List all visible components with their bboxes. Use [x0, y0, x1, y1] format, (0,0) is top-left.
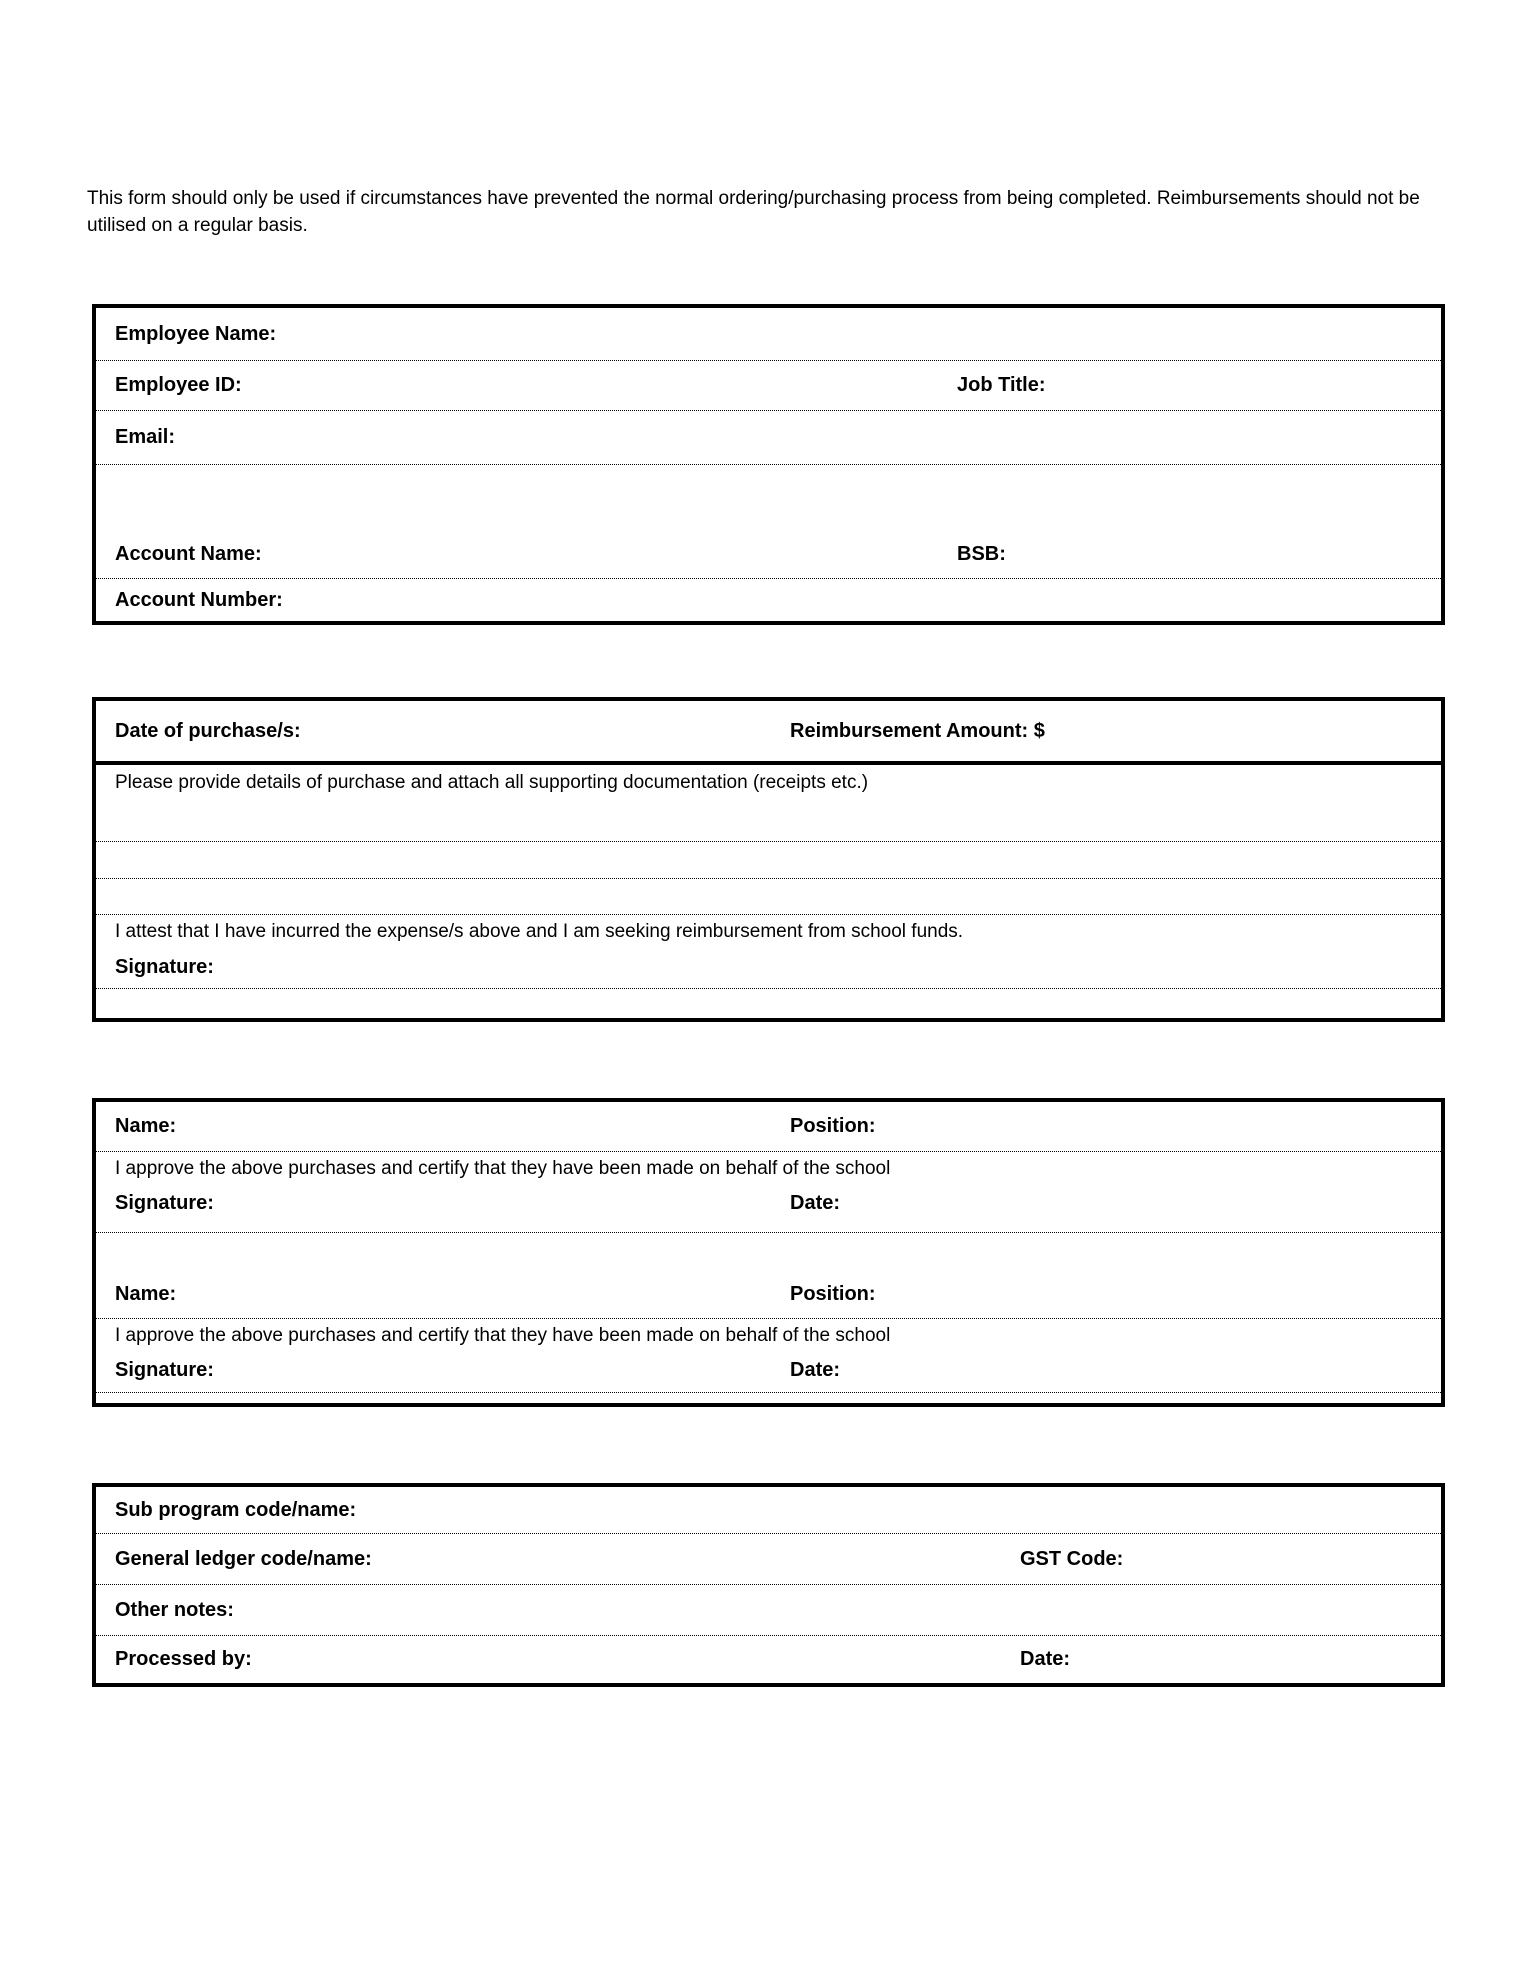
approvals-box	[92, 1098, 1445, 1407]
processed-by-field[interactable]	[252, 1648, 1020, 1671]
approver2-position-label: Position:	[790, 1283, 876, 1305]
date-of-purchase-cell	[115, 720, 790, 743]
reimbursement-amount-field[interactable]	[1045, 720, 1426, 743]
attestation-signature-field[interactable]	[214, 956, 1426, 979]
processed-date-label: Date:	[1020, 1648, 1071, 1670]
signature-blank-line[interactable]	[96, 989, 1441, 1018]
job-title-field[interactable]	[1046, 374, 1426, 397]
employee-id-label: Employee ID:	[115, 374, 242, 396]
approver2-name-label: Name:	[115, 1283, 177, 1305]
approver1-statement: I approve the above purchases and certify that they have been made on behalf of the school	[115, 1158, 891, 1179]
general-ledger-cell	[115, 1548, 1020, 1571]
employee-name-field[interactable]	[276, 308, 1426, 360]
purchase-details-instruction: Please provide details of purchase and attach all supporting documentation (receipts etc.)	[115, 772, 869, 793]
account-number-label: Account Number:	[115, 588, 283, 611]
approver1-date-field[interactable]	[840, 1192, 1426, 1215]
approver2-name-cell	[115, 1283, 790, 1306]
approver1-position-label: Position:	[790, 1115, 876, 1137]
bsb-label: BSB:	[957, 543, 1006, 565]
general-ledger-label: General ledger code/name:	[115, 1547, 372, 1570]
approver2-signature-cell	[115, 1359, 790, 1382]
sub-program-field[interactable]	[356, 1487, 1426, 1533]
row-purchase-header	[96, 701, 1441, 765]
row-approver2-name-position	[96, 1233, 1441, 1319]
approver2-date-cell	[790, 1359, 1426, 1382]
gst-code-cell	[1020, 1548, 1426, 1571]
job-title-cell	[957, 374, 1426, 397]
row-employee-id-job-title	[96, 361, 1441, 411]
attestation-text: I attest that I have incurred the expense/s above and I am seeking reimbursement from school funds.	[115, 921, 964, 942]
approvals-bottom-spacer	[96, 1393, 1441, 1403]
approver1-position-cell	[790, 1115, 1426, 1138]
approver2-signature-label: Signature:	[115, 1359, 214, 1381]
row-account-number	[96, 579, 1441, 621]
date-of-purchase-label: Date of purchase/s:	[115, 719, 301, 742]
account-name-field[interactable]	[262, 543, 957, 566]
gst-code-field[interactable]	[1123, 1548, 1426, 1571]
date-of-purchase-field[interactable]	[301, 720, 790, 743]
reimbursement-amount-label: Reimbursement Amount: $	[790, 719, 1045, 742]
processed-by-label: Processed by:	[115, 1648, 252, 1670]
office-use-box	[92, 1483, 1445, 1687]
account-number-field[interactable]	[283, 579, 1426, 621]
bsb-field[interactable]	[1006, 543, 1426, 566]
employee-name-label: Employee Name:	[115, 322, 277, 345]
approver1-name-cell	[115, 1115, 790, 1138]
approver1-signature-field[interactable]	[214, 1192, 790, 1215]
row-email	[96, 411, 1441, 465]
approver1-signature-cell	[115, 1192, 790, 1215]
approver1-signature-label: Signature:	[115, 1192, 214, 1214]
approver2-name-field[interactable]	[176, 1283, 790, 1306]
approver1-position-field[interactable]	[876, 1115, 1426, 1138]
employee-details-box	[92, 304, 1445, 625]
gst-code-label: GST Code:	[1020, 1547, 1124, 1570]
attestation-signature-label: Signature:	[115, 956, 214, 978]
employee-id-field[interactable]	[242, 374, 957, 397]
approver1-name-label: Name:	[115, 1115, 177, 1137]
approver2-position-cell	[790, 1283, 1426, 1306]
email-field[interactable]	[175, 411, 1426, 464]
account-name-cell	[115, 543, 957, 566]
processed-by-cell	[115, 1648, 1020, 1671]
intro-text: This form should only be used if circumstances have prevented the normal ordering/purchasing process from being completed. Reimbursements should not be utilised on a regular basis.	[87, 188, 1420, 236]
approver1-date-cell	[790, 1192, 1426, 1215]
row-other-notes	[96, 1585, 1441, 1636]
approver2-date-label: Date:	[790, 1359, 841, 1381]
processed-date-field[interactable]	[1070, 1648, 1426, 1671]
approver2-position-field[interactable]	[876, 1283, 1426, 1306]
other-notes-field[interactable]	[234, 1585, 1426, 1635]
job-title-label: Job Title:	[957, 374, 1046, 396]
approver1-name-field[interactable]	[176, 1115, 790, 1138]
approver2-statement: I approve the above purchases and certify that they have been made on behalf of the school	[115, 1325, 891, 1346]
row-approver1-name-position	[96, 1102, 1441, 1152]
purchase-details-box	[92, 697, 1445, 1022]
row-general-ledger-gst	[96, 1534, 1441, 1585]
sub-program-label: Sub program code/name:	[115, 1498, 357, 1521]
approver1-date-label: Date:	[790, 1192, 841, 1214]
row-account-name-bsb	[96, 465, 1441, 579]
approver2-date-field[interactable]	[840, 1359, 1426, 1382]
approver2-signature-field[interactable]	[214, 1359, 790, 1382]
employee-id-cell	[115, 374, 957, 397]
account-name-label: Account Name:	[115, 543, 262, 565]
other-notes-label: Other notes:	[115, 1598, 234, 1621]
email-label: Email:	[115, 426, 176, 448]
row-approver2-statement-signature	[96, 1319, 1441, 1393]
purchase-details-line-2[interactable]	[96, 879, 1441, 915]
reimbursement-amount-cell	[790, 720, 1426, 743]
purchase-details-line-1[interactable]	[96, 842, 1441, 879]
row-employee-name	[96, 308, 1441, 361]
general-ledger-field[interactable]	[372, 1548, 1020, 1571]
processed-date-cell	[1020, 1648, 1426, 1671]
row-approver1-statement-signature	[96, 1152, 1441, 1233]
row-attestation-signature	[96, 915, 1441, 989]
row-purchase-details	[96, 765, 1441, 842]
bsb-cell	[957, 543, 1426, 566]
row-sub-program	[96, 1487, 1441, 1534]
row-processed-by-date	[96, 1636, 1441, 1683]
